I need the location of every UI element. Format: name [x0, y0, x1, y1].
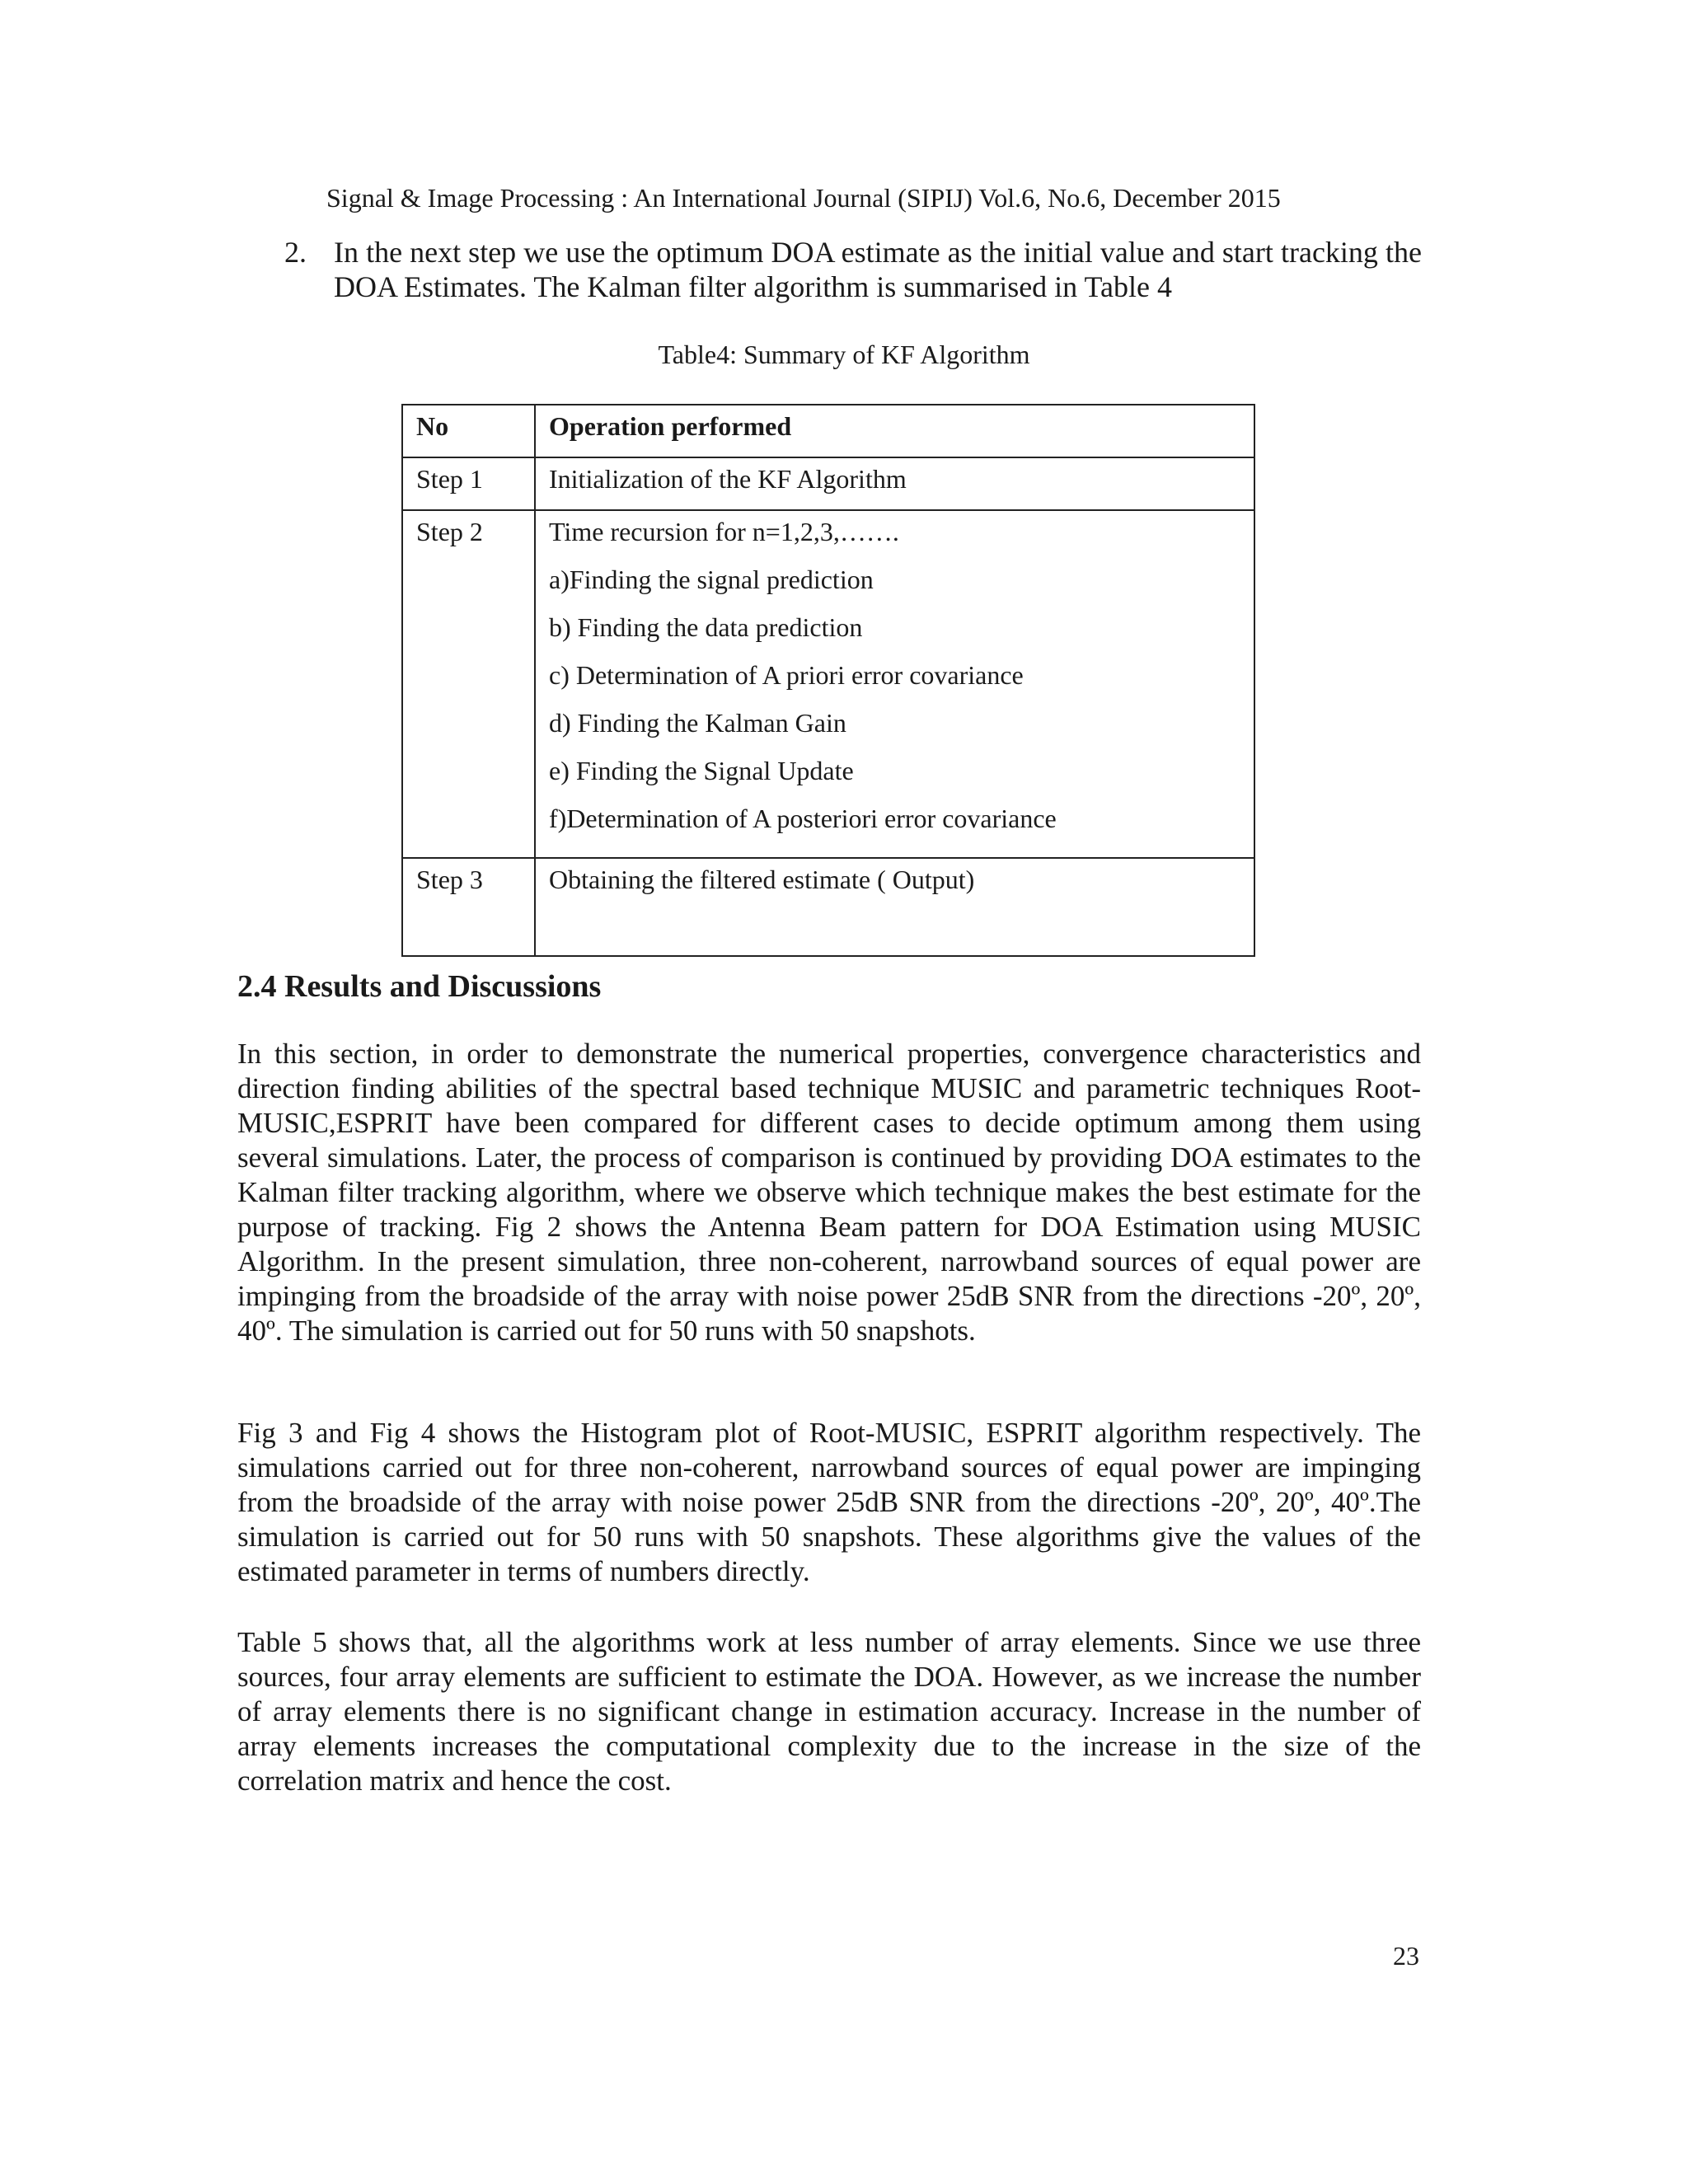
table-header-row — [402, 405, 1254, 457]
list-item-text: In the next step we use the optimum DOA estimate as the initial value and start tracking the DOA Estimates. The Kalman filter algorithm is summarised in Table 4 — [334, 236, 1422, 303]
table-row — [402, 510, 1254, 858]
section-heading: 2.4 Results and Discussions — [237, 969, 602, 1004]
table-row — [402, 858, 1254, 956]
operation-line: Time recursion for n=1,2,3,……. — [549, 517, 899, 546]
body-paragraph: Fig 3 and Fig 4 shows the Histogram plot of Root-MUSIC, ESPRIT algorithm respectively. The simulations carried out for three non-coherent, narrowband sources of equal power are impinging from the broadside of the array with noise power 25dB SNR from the directions -20º, 20º, 40º.The simulation is carried out for 50 runs with 50 snapshots. These algorithms give the values of the estimated parameter in terms of numbers directly. — [237, 1417, 1421, 1587]
operation-line: e) Finding the Signal Update — [549, 756, 854, 785]
table-cell-operation — [535, 510, 1254, 858]
table-caption: Table4: Summary of KF Algorithm — [658, 340, 1030, 369]
operation-line: d) Finding the Kalman Gain — [549, 708, 846, 738]
numbered-list-item — [284, 235, 1422, 304]
list-item-number: 2. — [284, 236, 307, 269]
step-label: Step 2 — [416, 517, 483, 546]
operation-line: a)Finding the signal prediction — [549, 565, 874, 594]
table-cell-operation: Obtaining the filtered estimate ( Output) — [535, 858, 1254, 956]
table-cell-step — [402, 510, 535, 858]
body-paragraph: Table 5 shows that, all the algorithms work at less number of array elements. Since we use three sources, four array elements are sufficient to estimate the DOA. However, as we increase the number of array elements there is no significant change in estimation accuracy. Increase in the number of array elements increases the computational complexity due to the increase in the size of the correlation matrix and hence the cost. — [237, 1626, 1421, 1797]
body-paragraph: In this section, in order to demonstrate the numerical properties, convergence characteristics and direction finding abilities of the spectral based technique MUSIC and parametric techniques Root-MUSIC,ESPRIT have been compared for different cases to decide optimum among them using several simulations. Later, the process of comparison is continued by providing DOA estimates to the Kalman filter tracking algorithm, where we observe which technique makes the best estimate for the purpose of tracking. Fig 2 shows the Antenna Beam pattern for DOA Estimation using MUSIC Algorithm. In the present simulation, three non-coherent, narrowband sources of equal power are impinging from the broadside of the array with noise power 25dB SNR from the directions -20º, 20º, 40º. The simulation is carried out for 50 runs with 50 snapshots. — [237, 1038, 1421, 1347]
kf-algorithm-table — [401, 404, 1255, 957]
column-header-operation: Operation performed — [535, 405, 1254, 457]
operation-line: b) Finding the data prediction — [549, 612, 863, 642]
table-row — [402, 457, 1254, 510]
page-number: 23 — [1393, 1941, 1419, 1971]
operation-line: f)Determination of A posteriori error covariance — [549, 804, 1057, 833]
running-header: Signal & Image Processing : An International Journal (SIPIJ) Vol.6, No.6, December 2015 — [326, 183, 1281, 213]
table-cell-step: Step 3 — [402, 858, 535, 956]
table-cell-operation: Initialization of the KF Algorithm — [535, 457, 1254, 510]
column-header-no: No — [402, 405, 535, 457]
table-cell-step: Step 1 — [402, 457, 535, 510]
operation-line: c) Determination of A priori error covariance — [549, 660, 1024, 690]
